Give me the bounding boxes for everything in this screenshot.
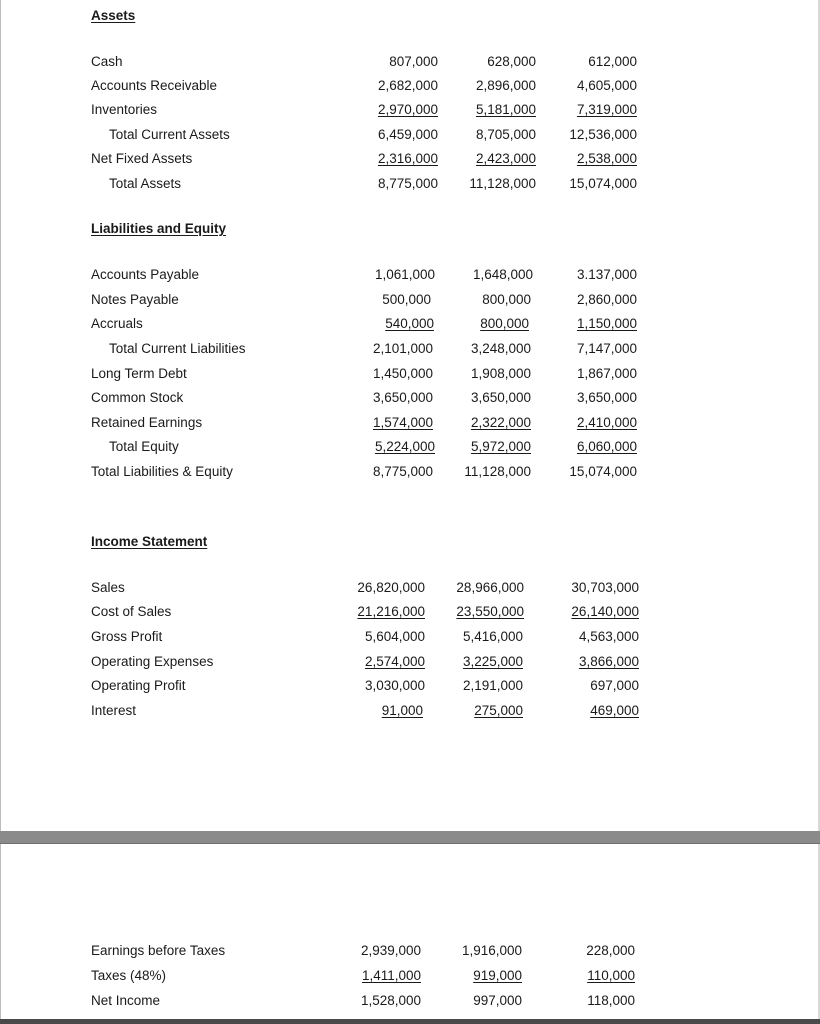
cell-value: 1,867,000: [576, 366, 637, 381]
cell-value: 26,140,000: [571, 604, 639, 619]
cell-value: 91,000: [381, 703, 423, 718]
cell-value: 1,528,000: [360, 993, 421, 1008]
cell-value: 469,000: [590, 703, 639, 718]
row-label: Accounts Receivable: [91, 78, 218, 93]
cell-value: 8,775,000: [372, 464, 433, 479]
cell-value: 540,000: [385, 316, 434, 331]
cell-value: 3,650,000: [576, 390, 637, 405]
row-label: Accounts Payable: [91, 267, 200, 282]
cell-value: 2,682,000: [377, 78, 438, 93]
cell-value: 1,061,000: [374, 267, 435, 282]
page-separator: [0, 831, 820, 844]
cell-value: 6,060,000: [576, 439, 637, 454]
cell-value: 628,000: [487, 54, 536, 69]
cell-value: 3.137,000: [576, 267, 637, 282]
cell-value: 2,939,000: [360, 943, 421, 958]
row-label: Cash: [91, 54, 123, 69]
cell-value: 1,648,000: [472, 267, 533, 282]
cell-value: 800,000: [480, 316, 529, 331]
window-bottom-border: [0, 1019, 820, 1024]
cell-value: 7,147,000: [576, 341, 637, 356]
row-label: Notes Payable: [91, 292, 179, 307]
cell-value: 807,000: [389, 54, 438, 69]
cell-value: 228,000: [586, 943, 635, 958]
cell-value: 8,775,000: [377, 176, 438, 191]
cell-value: 8,705,000: [475, 127, 536, 142]
row-label: Long Term Debt: [91, 366, 187, 381]
cell-value: 4,605,000: [576, 78, 637, 93]
cell-value: 1,916,000: [461, 943, 522, 958]
row-label: Total Assets: [109, 176, 182, 191]
cell-value: 2,538,000: [576, 151, 637, 166]
cell-value: 919,000: [473, 968, 522, 983]
cell-value: 2,101,000: [372, 341, 433, 356]
cell-value: 3,248,000: [470, 341, 531, 356]
cell-value: 12,536,000: [569, 127, 637, 142]
page-left-edge: [0, 0, 1, 1024]
cell-value: 11,128,000: [469, 176, 536, 191]
cell-value: 1,908,000: [470, 366, 531, 381]
cell-value: 2,410,000: [576, 415, 637, 430]
cell-value: 1,411,000: [361, 968, 421, 983]
cell-value: 5,972,000: [470, 439, 531, 454]
row-label: Total Equity: [109, 439, 179, 454]
row-label: Gross Profit: [91, 629, 163, 644]
cell-value: 3,650,000: [372, 390, 433, 405]
cell-value: 3,650,000: [470, 390, 531, 405]
cell-value: 26,820,000: [357, 580, 425, 595]
cell-value: 997,000: [473, 993, 522, 1008]
cell-value: 11,128,000: [464, 464, 531, 479]
cell-value: 6,459,000: [377, 127, 438, 142]
cell-value: 2,896,000: [475, 78, 536, 93]
cell-value: 23,550,000: [456, 604, 524, 619]
cell-value: 2,191,000: [462, 678, 523, 693]
cell-value: 4,563,000: [578, 629, 639, 644]
cell-value: 3,225,000: [462, 654, 523, 669]
cell-value: 2,316,000: [377, 151, 438, 166]
cell-value: 5,416,000: [462, 629, 523, 644]
cell-value: 110,000: [587, 968, 635, 983]
cell-value: 15,074,000: [569, 464, 637, 479]
row-label: Net Fixed Assets: [91, 151, 193, 166]
row-label: Accruals: [91, 316, 143, 331]
row-label: Operating Expenses: [91, 654, 214, 669]
row-label: Net Income: [91, 993, 161, 1008]
cell-value: 2,860,000: [576, 292, 637, 307]
cell-value: 118,000: [587, 993, 635, 1008]
row-label: Taxes (48%): [91, 968, 167, 983]
row-label: Earnings before Taxes: [91, 943, 226, 958]
row-label: Total Current Assets: [109, 127, 230, 142]
cell-value: 2,970,000: [377, 102, 438, 117]
income-statement-heading: Income Statement: [91, 534, 208, 549]
cell-value: 15,074,000: [569, 176, 637, 191]
cell-value: 28,966,000: [456, 580, 524, 595]
cell-value: 21,216,000: [357, 604, 425, 619]
row-label: Inventories: [91, 102, 158, 117]
assets-heading: Assets: [91, 8, 136, 23]
cell-value: 800,000: [482, 292, 531, 307]
cell-value: 2,322,000: [470, 415, 531, 430]
row-label: Total Current Liabilities: [109, 341, 246, 356]
cell-value: 30,703,000: [571, 580, 639, 595]
cell-value: 2,423,000: [475, 151, 536, 166]
cell-value: 3,866,000: [578, 654, 639, 669]
cell-value: 5,604,000: [364, 629, 425, 644]
cell-value: 1,150,000: [576, 316, 637, 331]
cell-value: 275,000: [474, 703, 523, 718]
row-label: Cost of Sales: [91, 604, 172, 619]
row-label: Common Stock: [91, 390, 184, 405]
row-label: Retained Earnings: [91, 415, 203, 430]
row-label: Sales: [91, 580, 125, 595]
cell-value: 1,574,000: [372, 415, 433, 430]
cell-value: 2,574,000: [364, 654, 425, 669]
liabilities-heading: Liabilities and Equity: [91, 221, 227, 236]
cell-value: 3,030,000: [364, 678, 425, 693]
cell-value: 697,000: [590, 678, 639, 693]
cell-value: 1,450,000: [372, 366, 433, 381]
cell-value: 5,181,000: [475, 102, 536, 117]
cell-value: 7,319,000: [576, 102, 637, 117]
cell-value: 5,224,000: [374, 439, 435, 454]
row-label: Operating Profit: [91, 678, 186, 693]
row-label: Total Liabilities & Equity: [91, 464, 233, 479]
cell-value: 500,000: [382, 292, 431, 307]
cell-value: 612,000: [588, 54, 637, 69]
row-label: Interest: [91, 703, 137, 718]
